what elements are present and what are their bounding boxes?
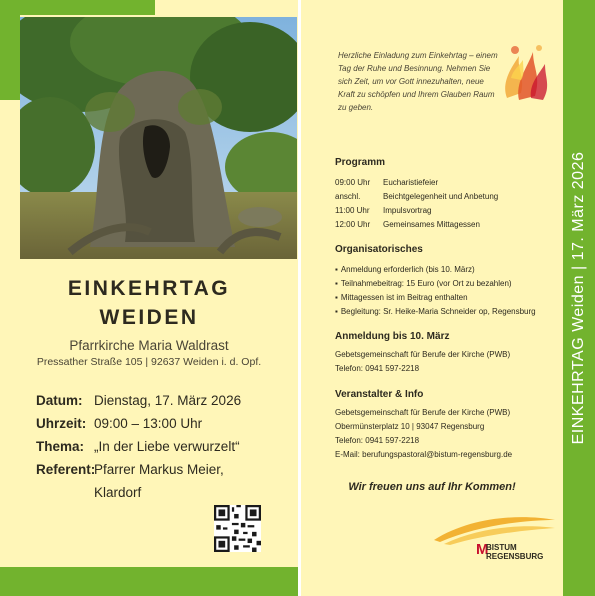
green-accent-bottom — [0, 567, 298, 596]
green-accent-top — [0, 0, 155, 15]
bistum-logo-swoosh — [432, 510, 557, 546]
detail-label: Referent: — [36, 462, 96, 477]
flames-icon — [497, 38, 553, 108]
detail-value: 09:00 – 13:00 Uhr — [94, 416, 203, 431]
detail-label: Thema: — [36, 439, 85, 454]
anmeldung-line: Gebetsgemeinschaft für Berufe der Kirche (PWB) — [335, 350, 511, 359]
tree-photo — [20, 17, 297, 259]
orga-item: ▪ Anmeldung erforderlich (bis 10. März) — [335, 265, 475, 274]
programm-item: Beichtgelegenheit und Anbetung — [383, 192, 499, 201]
orga-item: ▪ Begleitung: Sr. Heike-Maria Schneider op, Regensburg — [335, 307, 536, 316]
veranstalter-line: Gebetsgemeinschaft für Berufe der Kirche (PWB) — [335, 408, 511, 417]
detail-value: Klardorf — [94, 485, 142, 500]
event-title-line1: EINKEHRTAG — [67, 277, 231, 300]
programm-row — [335, 206, 431, 215]
veranstalter-heading: Veranstalter & Info — [335, 389, 424, 400]
detail-value: „In der Liebe verwurzelt“ — [94, 439, 240, 454]
programm-item: Eucharistiefeier — [383, 178, 439, 187]
detail-label: Datum: — [36, 393, 83, 408]
veranstalter-address: Obermünsterplatz 10 | 93047 Regensburg — [335, 422, 485, 431]
detail-label: Uhrzeit: — [36, 416, 87, 431]
orga-heading: Organisatorisches — [335, 244, 423, 255]
qr-code-icon[interactable] — [214, 505, 261, 552]
spine-text: EINKEHRTAG Weiden | 17. März 2026 — [570, 151, 587, 445]
closing-text: Wir freuen uns auf Ihr Kommen! — [348, 481, 516, 493]
programm-heading: Programm — [335, 157, 386, 168]
orga-item: ▪ Teilnahmebeitrag: 15 Euro (vor Ort zu bezahlen) — [335, 279, 512, 288]
church-name: Pfarrkirche Maria Waldrast — [69, 338, 229, 353]
programm-row — [335, 192, 498, 201]
programm-time: anschl. — [335, 192, 361, 201]
programm-time: 12:00 Uhr — [335, 220, 371, 229]
event-title-line2: WEIDEN — [99, 306, 199, 329]
veranstalter-phone: Telefon: 0941 597-2218 — [335, 436, 420, 445]
intro-text: Herzliche Einladung zum Einkehrtag – einem Tag der Ruhe und Besinnung. Nehmen Sie sich Zeit, um vor Gott innezuhalten, neue Kraft zu schöpfen und Ihrem Glauben Raum zu geben. — [338, 51, 498, 112]
bistum-logo-line1: BISTUM — [486, 543, 517, 552]
spine-title — [563, 0, 595, 596]
programm-item: Gemeinsames Mittagessen — [383, 220, 480, 229]
programm-row — [335, 220, 480, 229]
detail-value: Pfarrer Markus Meier, — [94, 462, 224, 477]
programm-item: Impulsvortrag — [383, 206, 432, 215]
event-title — [20, 274, 278, 332]
anmeldung-phone: Telefon: 0941 597-2218 — [335, 364, 420, 373]
church-address: Pressather Straße 105 | 92637 Weiden i. d. Opf. — [36, 356, 262, 368]
programm-time: 09:00 Uhr — [335, 178, 371, 187]
anmeldung-heading: Anmeldung bis 10. März — [335, 331, 450, 342]
detail-value: Dienstag, 17. März 2026 — [94, 393, 242, 408]
bistum-logo-line2: REGENSBURG — [486, 552, 544, 561]
veranstalter-email[interactable]: E-Mail: berufungspastoral@bistum-regensburg.de — [335, 450, 513, 459]
orga-item: ▪ Mittagessen ist im Beitrag enthalten — [335, 293, 468, 302]
green-accent-left — [0, 0, 20, 100]
bistum-logo-text — [486, 543, 543, 561]
bistum-logo-m: M — [476, 541, 489, 558]
programm-time: 11:00 Uhr — [335, 206, 370, 215]
programm-row — [335, 178, 438, 187]
